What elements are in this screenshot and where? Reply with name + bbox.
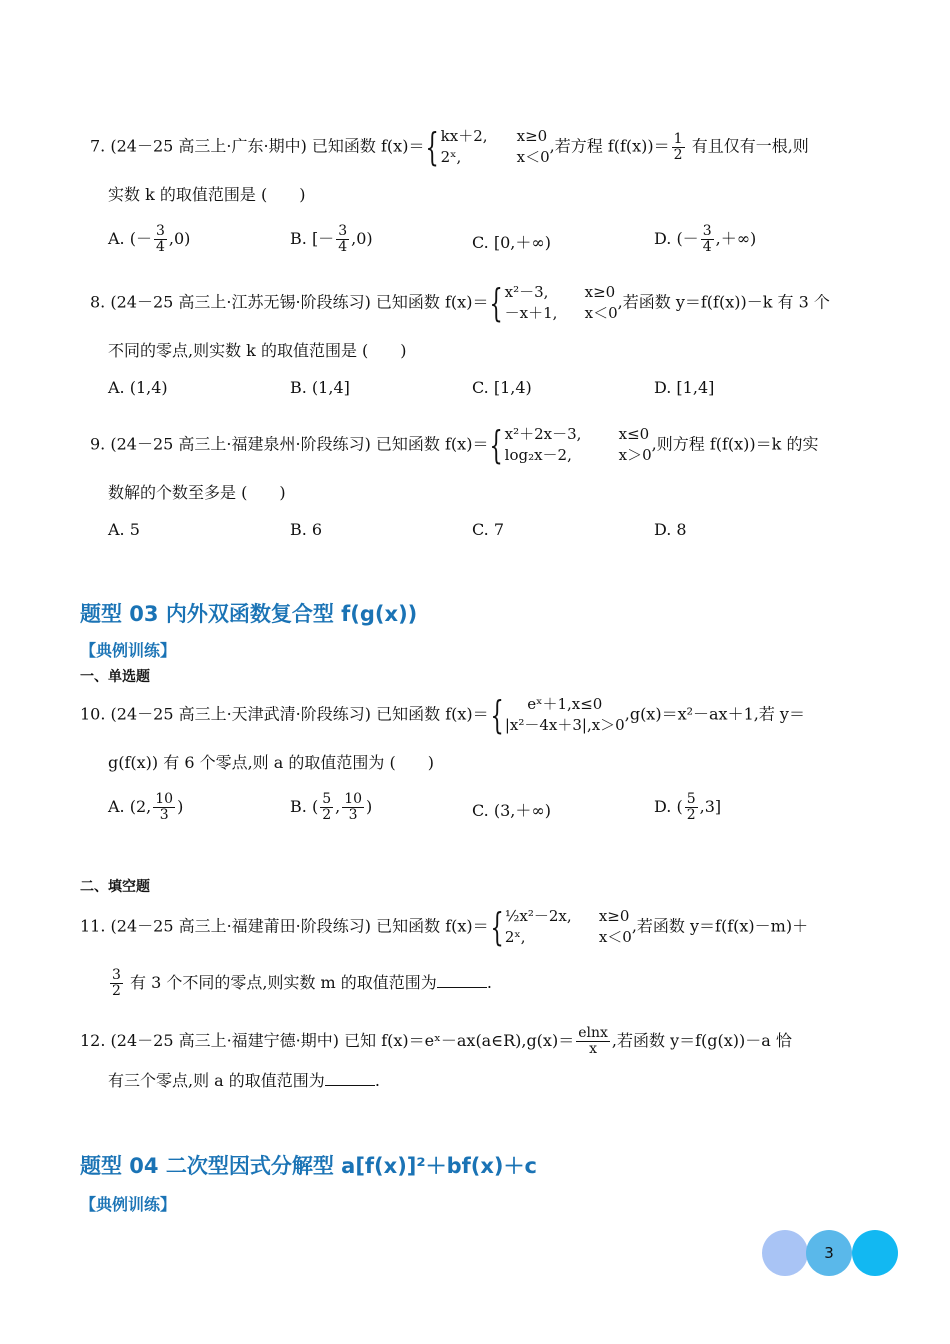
question-kind-heading: 二、填空题 bbox=[80, 879, 150, 895]
question-7-line2: 实数 k 的取值范围是 ( ) bbox=[108, 185, 306, 204]
answer-blank[interactable] bbox=[437, 973, 487, 988]
question-12: 12. (24－25 高三上·福建宁德·期中) 已知 f(x)＝eˣ－ax(a∈R),g(x)＝ $\frac{elnx}{x}$ ,若函数 y＝f(g(x))－a 恰 bbox=[80, 1025, 792, 1057]
section-title: 题型 03 内外双函数复合型 f(g(x)) bbox=[80, 602, 418, 626]
question-kind-heading: 一、单选题 bbox=[80, 669, 150, 685]
option-d: D. (－ $\frac{3}{4}$ ,＋∞) bbox=[654, 223, 757, 255]
question-9-line2: 数解的个数至多是 ( ) bbox=[108, 483, 286, 502]
option-b: B. (1,4] bbox=[290, 378, 350, 397]
question-7: 7. (24－25 高三上·广东·期中) 已知函数 f(x)＝{ kx＋2, x≥0 2ˣ, x＜0 ,若方程 f(f(x))＝ $\frac{1}{2}$ 有且仅有一根,则 bbox=[90, 125, 809, 169]
page-decoration-circle bbox=[852, 1230, 898, 1276]
fraction: $\frac{3}{2}$ bbox=[112, 967, 121, 999]
option-d: D. 8 bbox=[654, 520, 687, 539]
option-d: D. ( $\frac{5}{2}$ ,3] bbox=[654, 791, 722, 823]
fraction: $\frac{1}{2}$ bbox=[673, 130, 683, 163]
page-decoration-circle bbox=[762, 1230, 808, 1276]
option-a: A. (2, $\frac{10}{3}$ ) bbox=[108, 791, 184, 823]
question-8: 8. (24－25 高三上·江苏无锡·阶段练习) 已知函数 f(x)＝{ x²－3, x≥0 －x＋1, x＜0 ,若函数 y＝f(f(x))－k 有 3 个 bbox=[90, 281, 830, 325]
option-a: A. (－ $\frac{3}{4}$ ,0) bbox=[108, 223, 191, 255]
option-c: C. [1,4) bbox=[472, 378, 532, 397]
option-b: B. [－ $\frac{3}{4}$ ,0) bbox=[290, 223, 373, 255]
piecewise-function: { eˣ＋1,x≤0 |x²－4x＋3|,x＞0 bbox=[490, 693, 625, 737]
option-b: B. ( $\frac{5}{2}$ , $\frac{10}{3}$ ) bbox=[290, 791, 373, 823]
answer-blank[interactable] bbox=[325, 1071, 375, 1086]
question-9: 9. (24－25 高三上·福建泉州·阶段练习) 已知函数 f(x)＝{ x²＋2x－3, x≤0 log₂x－2, x＞0 ,则方程 f(f(x))＝k 的实 bbox=[90, 423, 819, 467]
option-c: C. (3,＋∞) bbox=[472, 801, 551, 820]
question-11-line2: $\frac{3}{2}$ 有 3 个不同的零点,则实数 m 的取值范围为 . bbox=[112, 967, 492, 999]
example-heading: 【典例训练】 bbox=[80, 641, 177, 660]
option-a: A. 5 bbox=[108, 520, 140, 539]
piecewise-function: { kx＋2, x≥0 2ˣ, x＜0 bbox=[425, 125, 550, 169]
question-source: (24－25 高三上·广东·期中) bbox=[110, 136, 307, 156]
question-10-line2: g(f(x)) 有 6 个零点,则 a 的取值范围为 ( ) bbox=[108, 753, 434, 772]
page-number: 3 bbox=[806, 1230, 852, 1276]
question-10: 10. (24－25 高三上·天津武清·阶段练习) 已知函数 f(x)＝{ eˣ＋1,x≤0 |x²－4x＋3|,x＞0 ,g(x)＝x²－ax＋1,若 y＝ bbox=[80, 693, 805, 737]
question-number: 7. bbox=[90, 136, 106, 156]
section-title: 题型 04 二次型因式分解型 a[f(x)]²＋bf(x)＋c bbox=[80, 1154, 537, 1178]
fraction: $\frac{elnx}{x}$ bbox=[578, 1025, 608, 1057]
example-heading: 【典例训练】 bbox=[80, 1195, 177, 1214]
option-a: A. (1,4) bbox=[108, 378, 168, 397]
question-12-line2: 有三个零点,则 a 的取值范围为 . bbox=[108, 1071, 380, 1090]
question-8-line2: 不同的零点,则实数 k 的取值范围是 ( ) bbox=[108, 341, 407, 360]
piecewise-function: { x²－3, x≥0 －x＋1, x＜0 bbox=[489, 281, 618, 325]
piecewise-function: { x²＋2x－3, x≤0 log₂x－2, x＞0 bbox=[489, 423, 652, 467]
piecewise-function: { ½x²－2x, x≥0 2ˣ, x＜0 bbox=[490, 905, 632, 949]
option-b: B. 6 bbox=[290, 520, 323, 539]
option-c: C. [0,＋∞) bbox=[472, 233, 551, 252]
option-c: C. 7 bbox=[472, 520, 505, 539]
question-11: 11. (24－25 高三上·福建莆田·阶段练习) 已知函数 f(x)＝{ ½x²－2x, x≥0 2ˣ, x＜0 ,若函数 y＝f(f(x)－m)＋ bbox=[80, 905, 809, 949]
option-d: D. [1,4] bbox=[654, 378, 715, 397]
